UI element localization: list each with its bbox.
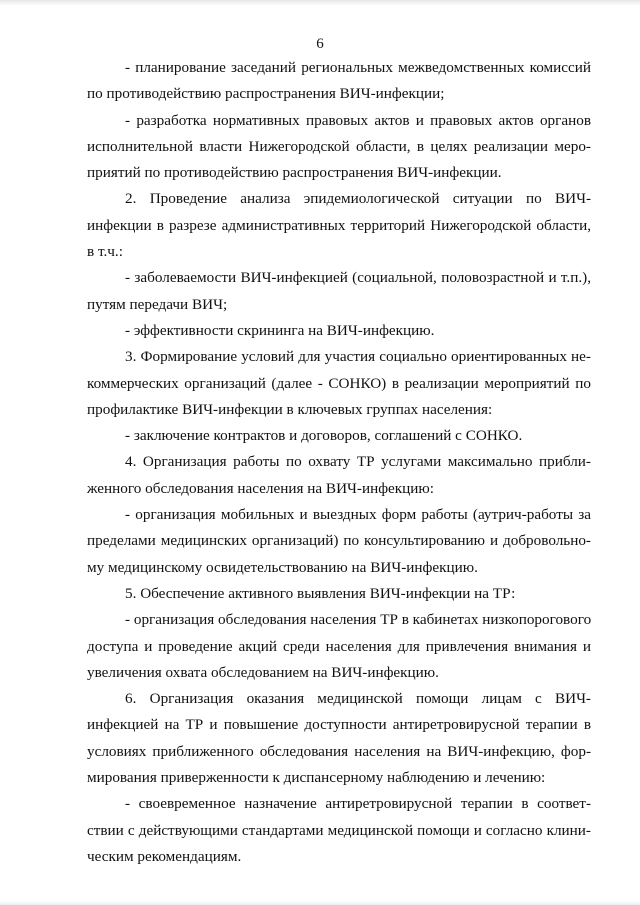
text-line: - разработка нормативных правовых актов и правовых актов органов [125, 111, 591, 129]
page-number: 6 [316, 36, 324, 52]
document-body [87, 55, 591, 870]
text-line: инфекцией на ТР и повышение доступности антиретровирусной терапии в [87, 716, 591, 734]
scan-bottom-edge [0, 901, 640, 905]
text-line: 5. Обеспечение активного выявления ВИЧ-инфекции на ТР: [125, 584, 516, 602]
text-line: - заключение контрактов и договоров, соглашений с СОНКО. [125, 427, 523, 445]
text-line: - планирование заседаний региональных межведомственных комиссий [125, 59, 591, 76]
text-line: - организация обследования населения ТР в кабинетах низкопорогового [125, 611, 592, 629]
text-line: 2. Проведение анализа эпидемиологической ситуации по ВИЧ- [125, 190, 591, 208]
text-line: - организация мобильных и выездных форм работы (аутрич-работы за [125, 506, 591, 524]
text-line: профилактике ВИЧ-инфекции в ключевых группах населения: [87, 400, 493, 418]
text-line: в т.ч.: [87, 243, 123, 261]
text-line: - эффективности скрининга на ВИЧ-инфекцию. [125, 321, 435, 339]
text-line: 3. Формирование условий для участия социально ориентированных не- [125, 348, 591, 366]
text-line: му медицинскому освидетельствованию на ВИЧ-инфекцию. [87, 558, 478, 576]
text-line: - своевременное назначение антиретровирусной терапии в соответ- [125, 795, 591, 813]
text-line: пределами медицинских организаций) по консультированию и добровольно- [87, 532, 591, 550]
text-line: исполнительной власти Нижегородской области, в целях реализации меро- [87, 137, 591, 155]
text-line: женного обследования населения на ВИЧ-инфекцию: [87, 479, 434, 497]
text-line: инфекции в разрезе административных территорий Нижегородской области, [87, 216, 591, 234]
text-line: ствии с действующими стандартами медицинской помощи и согласно клини- [87, 821, 591, 839]
text-line: доступа и проведение акций среди населения для привлечения внимания и [87, 637, 591, 655]
text-line: - заболеваемости ВИЧ-инфекцией (социальной, половозрастной и т.п.), [125, 269, 591, 287]
text-line: 6. Организация оказания медицинской помощи лицам с ВИЧ- [125, 690, 591, 708]
text-line: увеличения охвата обследованием на ВИЧ-инфекцию. [87, 663, 439, 681]
text-line: условиях приближенного обследования населения на ВИЧ-инфекцию, фор- [87, 742, 591, 760]
text-line: коммерческих организаций (далее - СОНКО) в реализации мероприятий по [87, 374, 591, 392]
text-line: ческим рекомендациям. [87, 847, 242, 865]
text-line: приятий по противодействию распространения ВИЧ-инфекции. [87, 164, 502, 182]
text-line: 4. Организация работы по охвату ТР услугами максимально прибли- [125, 453, 591, 471]
text-line: мирования приверженности к диспансерному наблюдению и лечению: [87, 769, 546, 787]
text-line: по противодействию распространения ВИЧ-инфекции; [87, 85, 445, 103]
scan-top-edge [0, 0, 640, 6]
text-line: путям передачи ВИЧ; [87, 295, 228, 313]
